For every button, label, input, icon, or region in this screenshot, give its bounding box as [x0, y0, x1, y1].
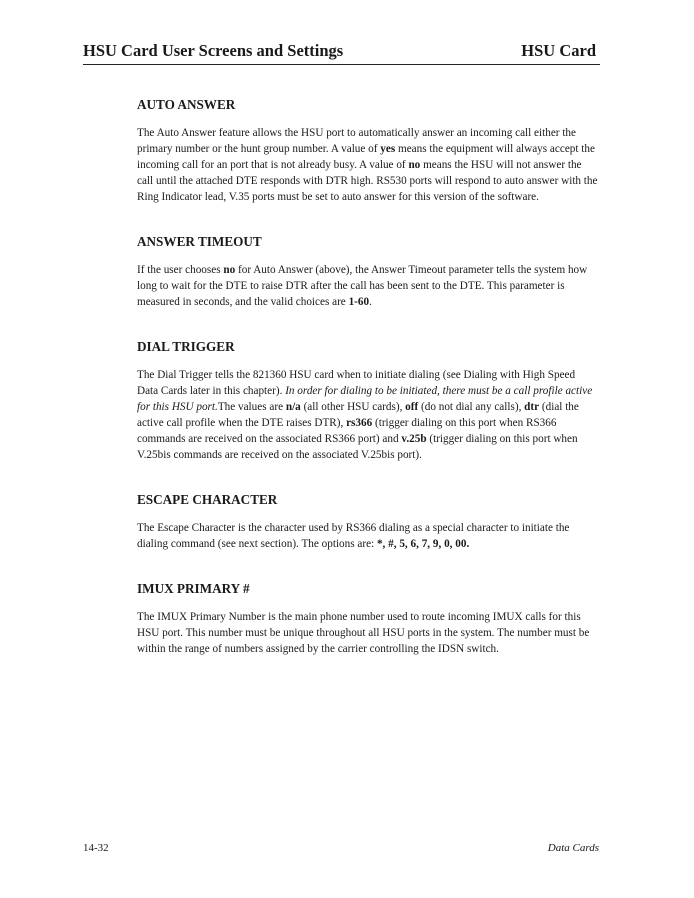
bold-value: dtr	[524, 401, 540, 413]
bold-value: v.25b	[401, 433, 427, 445]
section-body	[137, 520, 599, 552]
section-body	[137, 262, 599, 310]
bold-value: off	[405, 401, 419, 413]
body-text: (trigger dialing on this port when RS366 commands are received on the associated RS366 port) and	[137, 417, 557, 445]
section-answer-timeout	[137, 234, 599, 310]
section-dial-trigger	[137, 339, 599, 463]
section-heading: IMUX PRIMARY #	[137, 581, 250, 596]
body-text: (all other HSU cards),	[300, 401, 406, 413]
body-text: (dial the active call profile when the DTE raises DTR),	[137, 401, 579, 429]
body-text: means the HSU will not answer the call until the attached DTE responds with DTR high. RS530 ports will respond to auto answer with the Ring Indicator lead, V.35 ports must be set to auto answer for this version of the software.	[137, 159, 598, 203]
bold-value: n/a	[285, 401, 301, 413]
section-escape-character	[137, 492, 599, 552]
body-text: The Escape Character is the character used by RS366 dialing as a special character to initiate the dialing command (see next section). The options are:	[137, 522, 570, 550]
bold-value: no	[223, 264, 236, 276]
bold-value: rs366	[346, 417, 373, 429]
italic-note: In order for dialing to be initiated, there must be a call profile active for this HSU port.	[137, 385, 593, 413]
page-content	[137, 97, 599, 657]
bold-value: *, #, 5, 6, 7, 9, 0, 00.	[376, 538, 470, 550]
body-text: If the user chooses	[137, 264, 224, 276]
section-body	[137, 367, 599, 463]
body-text: means the equipment will always accept the incoming call for an port that is not already busy. A value of	[137, 143, 595, 171]
section-auto-answer	[137, 97, 599, 205]
page-header	[83, 40, 600, 65]
header-section-title: HSU Card	[521, 41, 596, 60]
section-heading: AUTO ANSWER	[137, 97, 236, 112]
body-text: The Dial Trigger tells the 821360 HSU card when to initiate dialing (see Dialing with High Speed Data Cards later in this chapter).	[137, 369, 576, 397]
body-text: (trigger dialing on this port when V.25bis commands are received on the associated V.25bis port).	[137, 433, 578, 461]
header-title: HSU Card User Screens and Settings	[83, 41, 344, 60]
section-body	[137, 125, 599, 205]
bold-value: no	[408, 159, 421, 171]
section-heading: DIAL TRIGGER	[137, 339, 235, 354]
body-text: The values are	[217, 401, 286, 413]
section-imux-primary	[137, 581, 599, 657]
section-heading: ESCAPE CHARACTER	[137, 492, 278, 507]
body-text: The Auto Answer feature allows the HSU port to automatically answer an incoming call either the primary number or the hunt group number. A value of	[137, 127, 576, 155]
bold-value: 1-60	[348, 296, 370, 308]
section-body: The IMUX Primary Number is the main phone number used to route incoming IMUX calls for this HSU port. This number must be unique throughout all HSU ports in the system. The number must be within the range of numbers assigned by the carrier controlling the IDSN switch.	[137, 611, 590, 655]
bold-value: yes	[380, 143, 396, 155]
section-heading: ANSWER TIMEOUT	[137, 234, 262, 249]
body-text: .	[369, 296, 372, 308]
footer-chapter: Data Cards	[547, 842, 599, 854]
body-text: for Auto Answer (above), the Answer Timeout parameter tells the system how long to wait for the DTE to raise DTR after the call has been sent to the DTE. This parameter is measured in seconds, and the valid choices are	[137, 264, 588, 308]
body-text: (do not dial any calls),	[418, 401, 525, 413]
page-number: 14-32	[83, 842, 109, 854]
